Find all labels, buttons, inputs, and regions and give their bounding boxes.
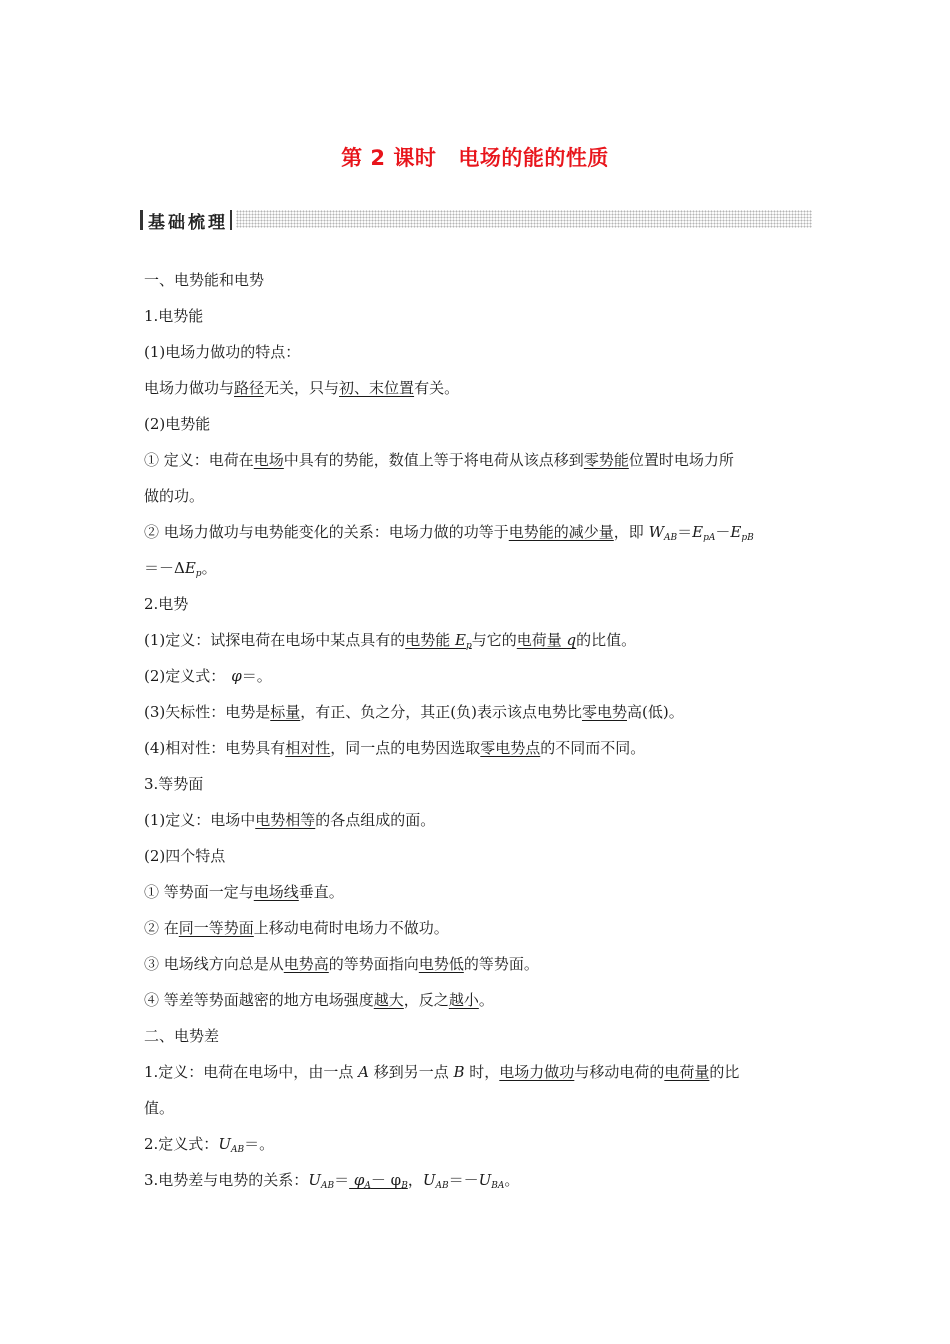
answer-field-force-work: 电场力做功 [499, 1063, 575, 1081]
section-bar-divider [230, 210, 232, 230]
answer-high-potential: 电势高 [283, 955, 329, 973]
document-body [144, 262, 814, 1198]
paragraph-pd-definition: 1.定义：电荷在电场中，由一点 A 移到另一点 B 时，电场力做功与移动电荷的电荷量的比 [144, 1063, 740, 1081]
answer-relativity: 相对性 [285, 739, 331, 757]
feature-3: ③ 电场线方向总是从电势高的等势面指向电势低的等势面。 [144, 955, 539, 973]
paragraph-potential-definition: (1)定义：试探电荷在电场中某点具有的电势能 $E_p$与它的电荷量 q的比值。 [144, 631, 637, 651]
answer-zero-potential: 零电势 [581, 703, 627, 721]
answer-pe-decrease: 电势能的减少量 [508, 523, 614, 541]
heading-potential-energy-and-potential: 一、电势能和电势 [144, 271, 265, 289]
section-bar-left-rule [140, 210, 143, 230]
paragraph-pd-formula: 2.定义式：$U_{AB}=$。 [144, 1135, 275, 1155]
paragraph-definition-pe: ① 定义：电荷在电场中具有的势能，数值上等于将电荷从该点移到零势能位置时电场力所 [144, 451, 734, 469]
subheading-equipotential-surface: 3.等势面 [144, 775, 204, 793]
section-header-bar [140, 207, 812, 233]
answer-zero-potential-energy: 零势能 [583, 451, 629, 469]
answer-larger: 越大 [373, 991, 404, 1009]
answer-electric-field: 电场 [253, 451, 284, 469]
paragraph-relativity: (4)相对性：电势具有相对性，同一点的电势因选取零电势点的不同而不同。 [144, 739, 646, 757]
paragraph-potential-formula: (2)定义式： φ＝。 [144, 667, 272, 685]
section-header-label: 基础梳理 [148, 213, 228, 233]
subheading-potential-energy: 1.电势能 [144, 307, 204, 325]
page-title [0, 142, 950, 172]
feature-4: ④ 等差等势面越密的地方电场强度越大，反之越小。 [144, 991, 494, 1009]
title-lesson-number: 第 2 课时 [341, 146, 437, 170]
title-topic: 电场的能的性质 [458, 146, 609, 170]
answer-same-equipotential: 同一等势面 [178, 919, 254, 937]
answer-pe-ep: 电势能 $E_p$ [405, 631, 472, 651]
paragraph-work-pe-relation: ② 电场力做功与电势能变化的关系：电场力做的功等于电势能的减少量，即 $W_{AB}=E_{pA}-E_{pB}$ [144, 523, 754, 543]
item-potential-energy: (2)电势能 [144, 415, 211, 433]
feature-1: ① 等势面一定与电场线垂直。 [144, 883, 344, 901]
answer-scalar: 标量 [270, 703, 301, 721]
paragraph-equipotential-definition: (1)定义：电场中电势相等的各点组成的面。 [144, 811, 436, 829]
paragraph-work-pe-relation-cont: $=-\Delta E_p$。 [144, 559, 217, 579]
paragraph-work-path: 电场力做功与路径无关，只与初、末位置有关。 [144, 379, 460, 397]
answer-zero-potential-point: 零电势点 [480, 739, 541, 757]
answer-charge-q: 电荷量 q [516, 631, 577, 649]
answer-charge-quantity: 电荷量 [664, 1063, 710, 1081]
answer-initial-final-position: 初、末位置 [339, 379, 415, 397]
heading-potential-difference: 二、电势差 [144, 1027, 220, 1045]
answer-field-line: 电场线 [253, 883, 299, 901]
feature-2: ② 在同一等势面上移动电荷时电场力不做功。 [144, 919, 449, 937]
section-bar-pattern [236, 210, 812, 228]
answer-smaller: 越小 [448, 991, 479, 1009]
answer-low-potential: 电势低 [418, 955, 464, 973]
answer-equal-potential: 电势相等 [255, 811, 316, 829]
paragraph-definition-pe-cont: 做的功。 [144, 487, 205, 505]
paragraph-scalar: (3)矢标性：电势是标量，有正、负之分，其正(负)表示该点电势比零电势高(低)。 [144, 703, 684, 721]
item-work-characteristics: (1)电场力做功的特点： [144, 343, 301, 361]
answer-phi-difference: $\varphi_A- \varphi_B$ [349, 1171, 408, 1191]
paragraph-pd-definition-cont: 值。 [144, 1099, 175, 1117]
answer-path: 路径 [234, 379, 265, 397]
item-four-features: (2)四个特点 [144, 847, 226, 865]
subheading-potential: 2.电势 [144, 595, 189, 613]
paragraph-pd-potential-relation: 3.电势差与电势的关系：$U_{AB}= \varphi_A- \varphi_B$，$U_{AB}=-U_{BA}$。 [144, 1171, 520, 1191]
